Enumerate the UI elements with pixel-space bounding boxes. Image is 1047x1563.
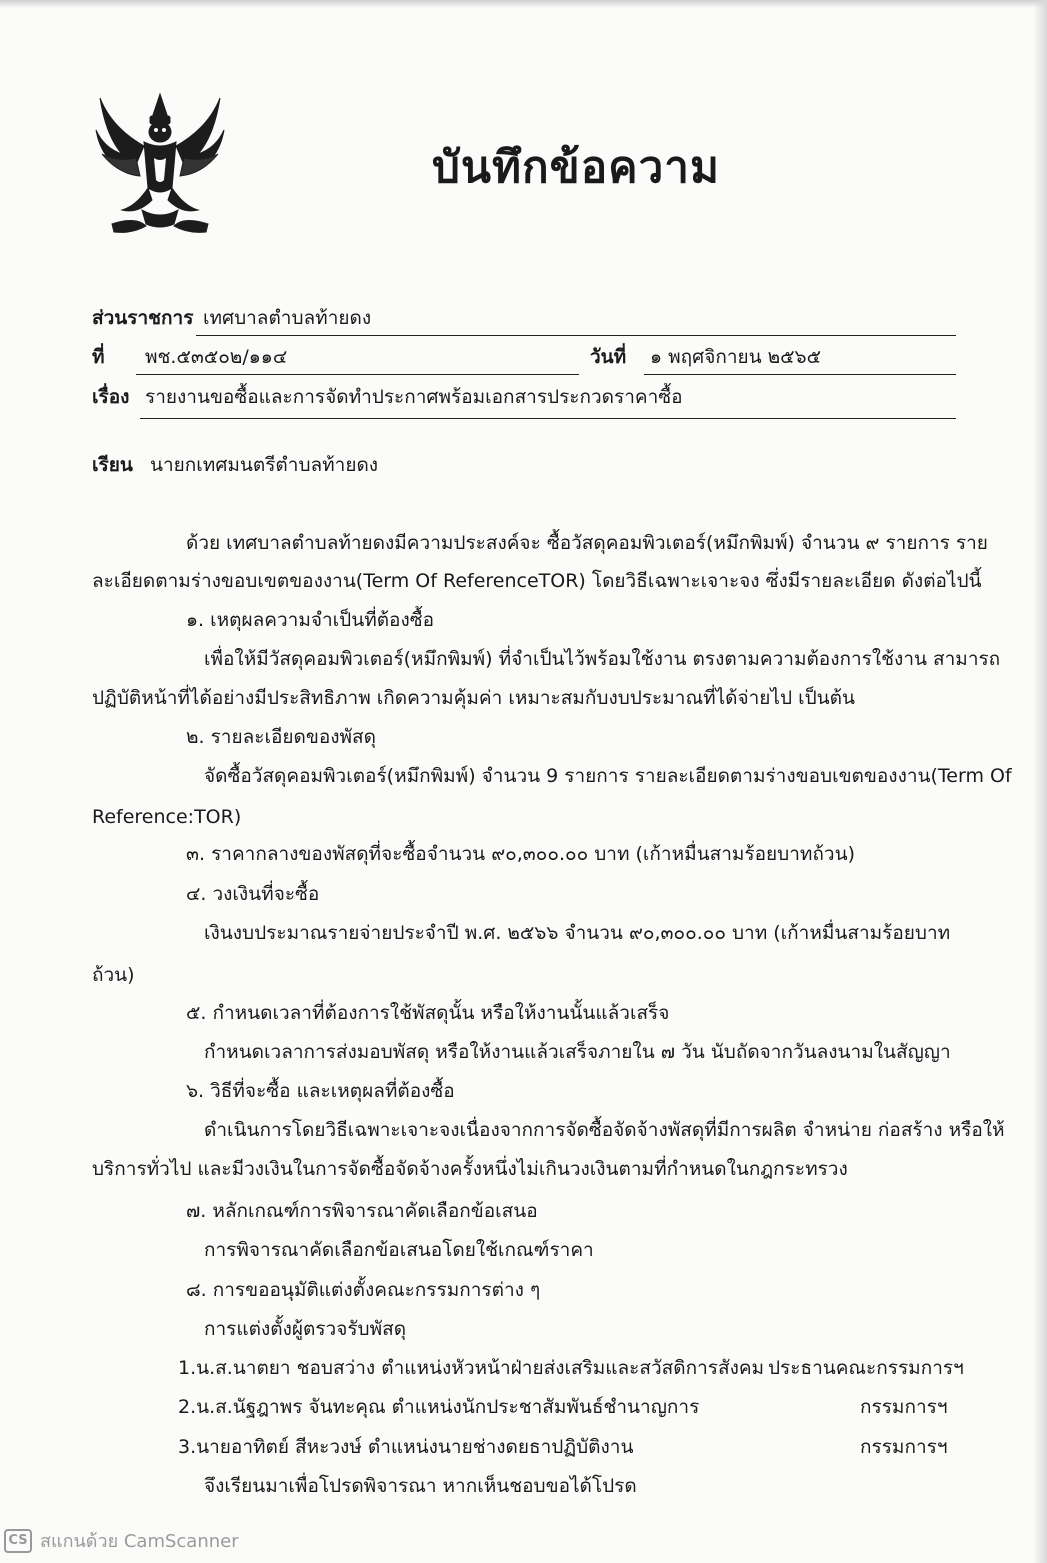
section-8-line-1: การแต่งตั้งผู้ตรวจรับพัสดุ — [204, 1318, 407, 1340]
date-label: วันที่ — [590, 346, 627, 368]
section-5-line-1: กำหนดเวลาการส่งมอบพัสดุ หรือให้งานแล้วเสร็จภายใน ๗ วัน นับถัดจากวันลงนามในสัญญา — [204, 1041, 951, 1063]
camscanner-logo-icon: CS — [4, 1529, 32, 1553]
section-4-line-2: ถ้วน) — [92, 964, 135, 986]
section-4-line-1: เงินงบประมาณรายจ่ายประจำปี พ.ศ. ๒๕๖๖ จำนวน ๙๐,๓๐๐.๐๐ บาท (เก้าหมื่นสามร้อยบาท — [204, 922, 951, 944]
to-label: เรียน — [92, 454, 133, 476]
to-value: นายกเทศมนตรีตำบลท้ายดง — [150, 454, 379, 476]
committee-role-2: กรรมการฯ — [860, 1396, 948, 1418]
section-1-heading: ๑. เหตุผลความจำเป็นที่ต้องซื้อ — [186, 609, 435, 631]
section-2-line-1: จัดซื้อวัสดุคอมพิวเตอร์(หมึกพิมพ์) จำนวน 9 รายการ รายละเอียดตามร่างขอบเขตของงาน(Term Of — [204, 765, 1012, 787]
ref-value: พช.๕๓๕๐๒/๑๑๔ — [145, 346, 288, 368]
camscanner-text: สแกนด้วย CamScanner — [40, 1531, 239, 1552]
section-6-line-1: ดำเนินการโดยวิธีเฉพาะเจาะจงเนื่องจากการจัดซื้อจัดจ้างพัสดุที่มีการผลิต จำหน่าย ก่อสร้าง หรือให้ — [204, 1119, 1005, 1141]
ref-underline — [136, 374, 579, 375]
subject-label: เรื่อง — [92, 386, 130, 408]
garuda-emblem-icon — [92, 88, 228, 238]
date-underline — [644, 374, 956, 375]
section-4-heading: ๔. วงเงินที่จะซื้อ — [186, 883, 320, 905]
committee-role-1: ประธานคณะกรรมการฯ — [768, 1357, 964, 1379]
committee-member-3: 3.นายอาทิตย์ สีหะวงษ์ ตำแหน่งนายช่างดยธาปฏิบัติงาน — [178, 1436, 634, 1458]
section-2-line-2: Reference:TOR) — [92, 806, 242, 828]
camscanner-watermark — [4, 1526, 239, 1555]
committee-member-1: 1.น.ส.นาตยา ชอบสว่าง ตำแหน่งหัวหน้าฝ่ายส่งเสริมและสวัสดิการสังคม — [178, 1357, 765, 1379]
section-1-line-1: เพื่อให้มีวัสดุคอมพิวเตอร์(หมึกพิมพ์) ที่จำเป็นไว้พร้อมใช้งาน ตรงตามความต้องการใช้งาน สามารถ — [204, 648, 1001, 670]
section-5-heading: ๕. กำหนดเวลาที่ต้องการใช้พัสดุนั้น หรือให้งานนั้นแล้วเสร็จ — [186, 1002, 670, 1024]
department-label: ส่วนราชการ — [92, 307, 194, 329]
section-1-line-2: ปฏิบัติหน้าที่ได้อย่างมีประสิทธิภาพ เกิดความคุ้มค่า เหมาะสมกับงบประมาณที่ได้จ่ายไป เป็นต้น — [92, 687, 855, 709]
committee-member-2: 2.น.ส.นัฐฎาพร จันทะคุณ ตำแหน่งนักประชาสัมพันธ์ชำนาญการ — [178, 1396, 700, 1418]
department-underline — [196, 335, 956, 336]
section-6-heading: ๖. วิธีที่จะซื้อ และเหตุผลที่ต้องซื้อ — [186, 1080, 455, 1102]
scan-edge-top — [0, 0, 1047, 8]
date-value: ๑ พฤศจิกายน ๒๕๖๕ — [650, 346, 821, 368]
subject-value: รายงานขอซื้อและการจัดทำประกาศพร้อมเอกสารประกวดราคาซื้อ — [145, 386, 683, 408]
ref-label: ที่ — [92, 346, 105, 368]
section-7-line-1: การพิจารณาคัดเลือกข้อเสนอโดยใช้เกณฑ์ราคา — [204, 1239, 594, 1261]
department-value: เทศบาลตำบลท้ายดง — [203, 307, 372, 329]
section-8-heading: ๘. การขออนุมัติแต่งตั้งคณะกรรมการต่าง ๆ — [186, 1279, 541, 1301]
subject-underline — [140, 418, 956, 419]
intro-line-2: ละเอียดตามร่างขอบเขตของงาน(Term Of ReferenceTOR) โดยวิธีเฉพาะเจาะจง ซึ่งมีรายละเอียด ดังต่อไปนี้ — [92, 570, 982, 592]
intro-line-1: ด้วย เทศบาลตำบลท้ายดงมีความประสงค์จะ ซื้อวัสดุคอมพิวเตอร์(หมึกพิมพ์) จำนวน ๙ รายการ ราย — [186, 532, 988, 554]
memo-title: บันทึกข้อความ — [432, 142, 721, 193]
section-2-heading: ๒. รายละเอียดของพัสดุ — [186, 726, 376, 748]
scan-edge-right — [1033, 0, 1047, 1563]
section-6-line-2: บริการทั่วไป และมีวงเงินในการจัดซื้อจัดจ้างครั้งหนึ่งไม่เกินวงเงินตามที่กำหนดในกฎกระทรวง — [92, 1158, 848, 1180]
section-7-heading: ๗. หลักเกณฑ์การพิจารณาคัดเลือกข้อเสนอ — [186, 1200, 538, 1222]
section-3-heading: ๓. ราคากลางของพัสดุที่จะซื้อจำนวน ๙๐,๓๐๐.๐๐ บาท (เก้าหมื่นสามร้อยบาทถ้วน) — [186, 843, 855, 865]
committee-role-3: กรรมการฯ — [860, 1436, 948, 1458]
closing-line: จึงเรียนมาเพื่อโปรดพิจารณา หากเห็นชอบขอได้โปรด — [204, 1475, 637, 1497]
